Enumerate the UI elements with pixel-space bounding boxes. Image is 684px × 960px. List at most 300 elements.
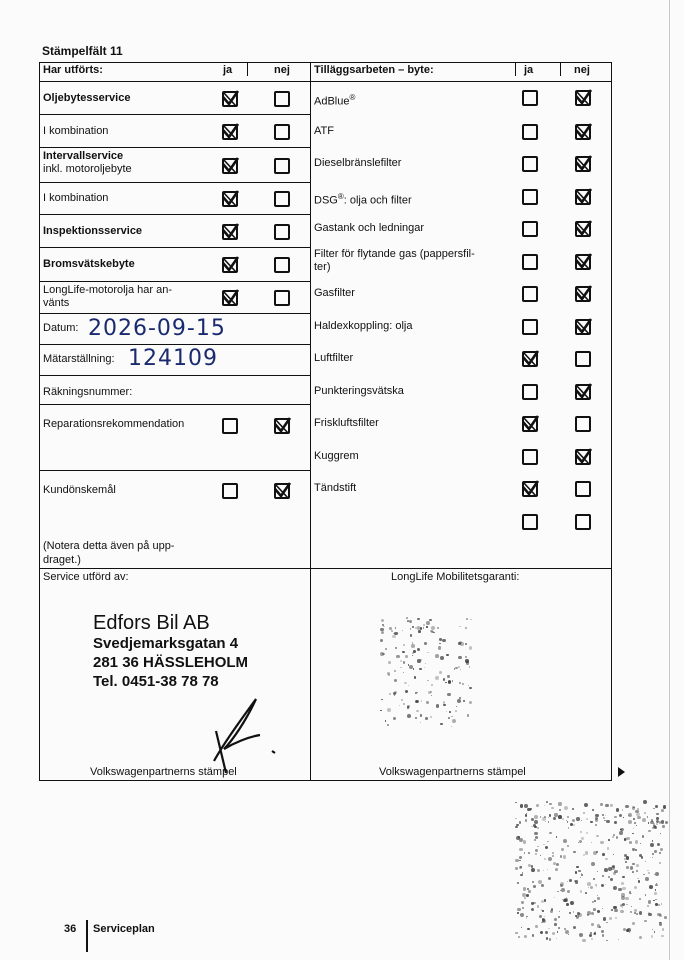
speck (591, 938, 593, 940)
speck (647, 905, 649, 907)
header-divider (515, 63, 516, 76)
speck (659, 922, 662, 925)
speck (535, 849, 538, 852)
speck (614, 821, 617, 824)
speck (621, 896, 625, 900)
header-divider (560, 63, 561, 76)
speck (626, 866, 629, 869)
right-item-label (314, 125, 334, 138)
footer-label: Serviceplan (93, 923, 155, 935)
speck (534, 832, 537, 835)
speck (518, 936, 520, 938)
speck (522, 907, 524, 909)
speck (548, 857, 552, 861)
speck (591, 842, 592, 843)
speck (567, 845, 569, 847)
speck (613, 834, 615, 836)
speck (519, 856, 522, 859)
speck (385, 720, 387, 722)
right-item-no-checkbox[interactable] (575, 384, 591, 400)
speck (426, 621, 430, 625)
speck (543, 844, 544, 845)
speck (655, 899, 657, 901)
speck (630, 866, 633, 869)
speck (575, 880, 578, 883)
speck (639, 911, 642, 914)
left-item-no-checkbox[interactable] (274, 158, 290, 174)
right-item-yes-checkbox[interactable] (522, 481, 538, 497)
speck (515, 932, 518, 935)
speck (556, 836, 558, 838)
speck (650, 843, 654, 847)
speck (519, 860, 520, 861)
right-header-label: Tilläggsarbeten – byte: (314, 64, 434, 76)
speck (659, 862, 661, 864)
speck (603, 817, 605, 819)
speck (651, 935, 654, 938)
speck (520, 874, 523, 877)
left-item-label: I kombination (43, 192, 109, 204)
speck (541, 900, 544, 903)
speck (447, 693, 451, 697)
speck (573, 926, 576, 929)
speck (587, 882, 591, 886)
right-item-no-checkbox[interactable] (575, 351, 591, 367)
speck (573, 824, 575, 826)
speck (608, 839, 609, 840)
speck (559, 809, 561, 811)
speck (633, 828, 634, 829)
speck (462, 683, 464, 685)
speck (415, 700, 418, 703)
speck (649, 885, 653, 889)
speck (541, 909, 543, 911)
speck (636, 813, 640, 817)
row-rule (40, 344, 310, 345)
left-item-no-checkbox[interactable] (274, 257, 290, 273)
speck (634, 822, 636, 824)
left-item-yes-checkbox[interactable] (222, 191, 238, 207)
speck (544, 805, 545, 806)
right-item-yes-checkbox[interactable] (522, 90, 538, 106)
speck (425, 717, 428, 720)
right-item-no-checkbox[interactable] (575, 449, 591, 465)
speck (429, 619, 431, 621)
speck (647, 816, 648, 817)
speck (611, 909, 613, 911)
speck (652, 840, 653, 841)
speck (591, 912, 595, 916)
speck (625, 861, 627, 863)
speck (634, 909, 637, 912)
speck (606, 820, 610, 824)
speck (589, 934, 592, 937)
speck (563, 839, 567, 843)
right-item-yes-checkbox[interactable] (522, 254, 538, 270)
left-item-yes-checkbox[interactable] (222, 91, 238, 107)
speck (652, 857, 653, 858)
speck (552, 852, 554, 854)
note-line-1: (Notera detta även på upp- (43, 540, 175, 552)
speck (597, 897, 600, 900)
right-item-yes-checkbox[interactable] (522, 416, 538, 432)
left-item-yes-checkbox[interactable] (222, 158, 238, 174)
service-by-label: Service utförd av: (43, 571, 129, 583)
repair-yes-checkbox[interactable] (222, 418, 238, 434)
speck (583, 854, 585, 856)
speck (563, 855, 567, 859)
right-header-yes: ja (524, 64, 534, 76)
speck (580, 831, 581, 832)
wish-no-checkbox[interactable] (274, 483, 290, 499)
speck (531, 868, 535, 872)
speck (567, 881, 568, 882)
speck (592, 901, 594, 903)
speck (559, 911, 560, 912)
left-item-yes-checkbox[interactable] (222, 257, 238, 273)
speck (655, 884, 657, 886)
speck (595, 824, 597, 826)
speck (435, 676, 438, 679)
speck (632, 871, 634, 873)
speck (621, 882, 624, 885)
row-rule (40, 470, 310, 471)
left-item-no-checkbox[interactable] (274, 124, 290, 140)
speck (600, 803, 603, 806)
speck (588, 887, 589, 888)
speck (535, 925, 538, 928)
speck (517, 912, 518, 913)
speck (418, 630, 421, 633)
speck (547, 841, 549, 843)
speck (394, 695, 395, 696)
speck (644, 920, 647, 923)
speck (545, 846, 548, 849)
right-item-no-checkbox[interactable] (575, 221, 591, 237)
speck (554, 813, 557, 816)
left-item-no-checkbox[interactable] (274, 191, 290, 207)
speck (567, 890, 570, 893)
speck (561, 848, 564, 851)
speck (534, 815, 538, 819)
speck (562, 818, 564, 820)
speck (594, 932, 597, 935)
speck (610, 804, 612, 806)
row-rule (40, 182, 310, 183)
left-item-no-checkbox[interactable] (274, 91, 290, 107)
speck (548, 817, 549, 818)
right-item-yes-checkbox[interactable] (522, 449, 538, 465)
speck (580, 877, 581, 878)
mileage-value[interactable]: 124109 (128, 346, 218, 371)
speck (547, 869, 548, 870)
right-item-yes-checkbox[interactable] (522, 189, 538, 205)
guarantee-stamp-caption: Volkswagenpartnerns stämpel (379, 766, 526, 778)
speck (431, 695, 432, 696)
right-item-no-checkbox[interactable] (575, 156, 591, 172)
speck (549, 938, 552, 941)
speck (561, 888, 565, 892)
speck (572, 819, 575, 822)
speck (639, 898, 641, 900)
speck (394, 679, 397, 682)
speck (520, 913, 524, 917)
speck (605, 815, 606, 816)
speck (564, 806, 568, 810)
section-rule (40, 568, 611, 569)
speck (416, 710, 419, 713)
speck (415, 717, 417, 719)
right-item-label-text: Haldexkoppling: olja (314, 320, 413, 332)
form-title: Stämpelfält 11 (42, 44, 123, 58)
speck (581, 874, 583, 876)
speck (558, 916, 560, 918)
speck (606, 922, 607, 923)
speck (412, 626, 414, 628)
speck (523, 887, 527, 891)
registered-mark: ® (349, 93, 356, 102)
speck (579, 933, 583, 937)
note-line-2: draget.) (43, 554, 81, 566)
speck (576, 866, 578, 868)
speck (540, 816, 541, 817)
speck (640, 843, 641, 844)
stamp-field-form (39, 62, 612, 781)
right-item-no-checkbox[interactable] (575, 254, 591, 270)
right-item-label-suffix: : olja och filter (343, 194, 412, 207)
speck (440, 723, 442, 725)
speck (626, 856, 630, 860)
speck (584, 803, 588, 807)
speck (451, 716, 452, 717)
speck (534, 820, 538, 824)
speck (431, 626, 435, 630)
speck (603, 917, 606, 920)
speck (554, 923, 557, 926)
right-item-label (314, 190, 412, 208)
right-item-no-checkbox[interactable] (575, 319, 591, 335)
speck (546, 801, 548, 803)
speck (555, 868, 558, 871)
speck (553, 817, 556, 820)
speck (530, 808, 532, 810)
stamp-street: Svedjemarksgatan 4 (93, 635, 239, 652)
right-item-no-checkbox[interactable] (575, 416, 591, 432)
right-item-yes-checkbox[interactable] (522, 319, 538, 335)
right-header-no: nej (574, 64, 590, 76)
speck (570, 901, 574, 905)
right-item-no-checkbox[interactable] (575, 286, 591, 302)
speck (569, 879, 572, 882)
speck (552, 932, 555, 935)
speck (410, 628, 411, 629)
speck (641, 856, 644, 859)
speck (644, 812, 646, 814)
speck (637, 878, 638, 879)
right-item-label-text: Gastank och ledningar (314, 222, 425, 234)
right-item-no-checkbox[interactable] (575, 514, 591, 530)
speck (417, 648, 420, 651)
speck (560, 882, 564, 886)
speck (380, 710, 382, 712)
speck (661, 935, 663, 937)
left-item-label: Inspektionsservice (43, 224, 143, 237)
speck (426, 701, 429, 704)
speck (648, 872, 650, 874)
speck (548, 821, 549, 822)
speck (448, 681, 451, 684)
left-item-yes-checkbox[interactable] (222, 290, 238, 306)
right-item-no-checkbox[interactable] (575, 481, 591, 497)
repair-no-checkbox[interactable] (274, 418, 290, 434)
speck (643, 874, 645, 876)
speck (538, 880, 542, 884)
speck (595, 819, 598, 822)
speck (573, 851, 575, 853)
speck (551, 807, 554, 810)
speck (619, 814, 622, 817)
speck (642, 835, 645, 838)
speck (661, 809, 664, 812)
speck (663, 805, 666, 808)
speck (568, 934, 570, 936)
speck (665, 821, 668, 824)
left-item-label: Oljebytesservice (43, 91, 131, 104)
speck (452, 680, 454, 682)
wish-yes-checkbox[interactable] (222, 483, 238, 499)
speck (615, 917, 617, 919)
left-item-yes-checkbox[interactable] (222, 124, 238, 140)
right-item-label-text: Friskluftsfilter (314, 417, 379, 429)
left-item-sublabel: vänts (43, 297, 70, 309)
speck (566, 903, 569, 906)
speck (630, 911, 632, 913)
speck (411, 644, 415, 648)
left-item-yes-checkbox[interactable] (222, 224, 238, 240)
right-item-yes-checkbox[interactable] (522, 221, 538, 237)
speck (431, 631, 434, 634)
speck (445, 682, 446, 683)
speck (580, 890, 583, 893)
right-item-label (314, 248, 475, 261)
speck (557, 891, 559, 893)
speck (653, 900, 654, 901)
right-item-yes-checkbox[interactable] (522, 384, 538, 400)
column-divider (310, 63, 311, 780)
speck (596, 835, 598, 837)
row-rule (40, 375, 310, 376)
speck (396, 655, 399, 658)
speck (576, 817, 580, 821)
speck (403, 661, 405, 663)
right-item-label-text: Luftfilter (314, 352, 354, 364)
right-item-no-checkbox[interactable] (575, 124, 591, 140)
speck (414, 676, 416, 678)
speck (407, 706, 410, 709)
speck (632, 863, 634, 865)
left-item-no-checkbox[interactable] (274, 224, 290, 240)
speck (586, 832, 588, 834)
speck (654, 850, 657, 853)
speck (426, 626, 428, 628)
speck (528, 890, 531, 893)
speck (618, 888, 622, 892)
speck (632, 833, 634, 835)
speck (660, 833, 662, 835)
right-item-label-text: Filter för flytande gas (pappersfil- (314, 248, 475, 260)
speck (515, 802, 517, 804)
speck (543, 870, 544, 871)
right-item-yes-checkbox[interactable] (522, 514, 538, 530)
right-item-yes-checkbox[interactable] (522, 286, 538, 302)
left-item-no-checkbox[interactable] (274, 290, 290, 306)
right-item-label (314, 287, 355, 300)
speck (534, 826, 537, 829)
left-item-label: Bromsvätskebyte (43, 258, 135, 270)
speck (614, 870, 617, 873)
speck (629, 932, 630, 933)
speck (556, 863, 559, 866)
right-item-no-checkbox[interactable] (575, 90, 591, 106)
speck (645, 894, 646, 895)
speck (616, 808, 619, 811)
left-header-no: nej (274, 64, 290, 76)
speck (540, 855, 541, 856)
speck (466, 618, 468, 620)
right-item-yes-checkbox[interactable] (522, 351, 538, 367)
speck (648, 822, 650, 824)
date-value[interactable]: 2026-09-15 (88, 316, 226, 341)
speck (393, 692, 396, 695)
right-item-label (314, 320, 412, 333)
speck (643, 800, 647, 804)
speck (636, 870, 638, 872)
speck (645, 861, 646, 862)
speck (572, 808, 574, 810)
row-rule (40, 281, 310, 282)
speck (625, 897, 628, 900)
speck (593, 878, 595, 880)
speck (622, 887, 625, 890)
speck (405, 655, 408, 658)
guarantee-label: LongLife Mobilitetsgaranti: (391, 571, 520, 583)
speck (532, 881, 534, 883)
right-item-yes-checkbox[interactable] (522, 156, 538, 172)
row-rule (40, 147, 310, 148)
speck (656, 813, 659, 816)
speck (459, 682, 461, 684)
right-item-yes-checkbox[interactable] (522, 124, 538, 140)
speck (622, 907, 623, 908)
speck (540, 931, 543, 934)
speck (437, 627, 439, 629)
right-item-no-checkbox[interactable] (575, 189, 591, 205)
speck (528, 852, 530, 854)
speck (610, 878, 613, 881)
speck (549, 803, 551, 805)
speck (632, 922, 635, 925)
left-header-label: Har utförts: (43, 64, 103, 76)
speck (631, 906, 633, 908)
speck (567, 816, 569, 818)
speck (401, 699, 403, 701)
speck (458, 666, 460, 668)
speck (421, 700, 422, 701)
speck (582, 939, 586, 943)
speck (657, 843, 660, 846)
right-item-label (314, 482, 356, 495)
speck (636, 864, 639, 867)
